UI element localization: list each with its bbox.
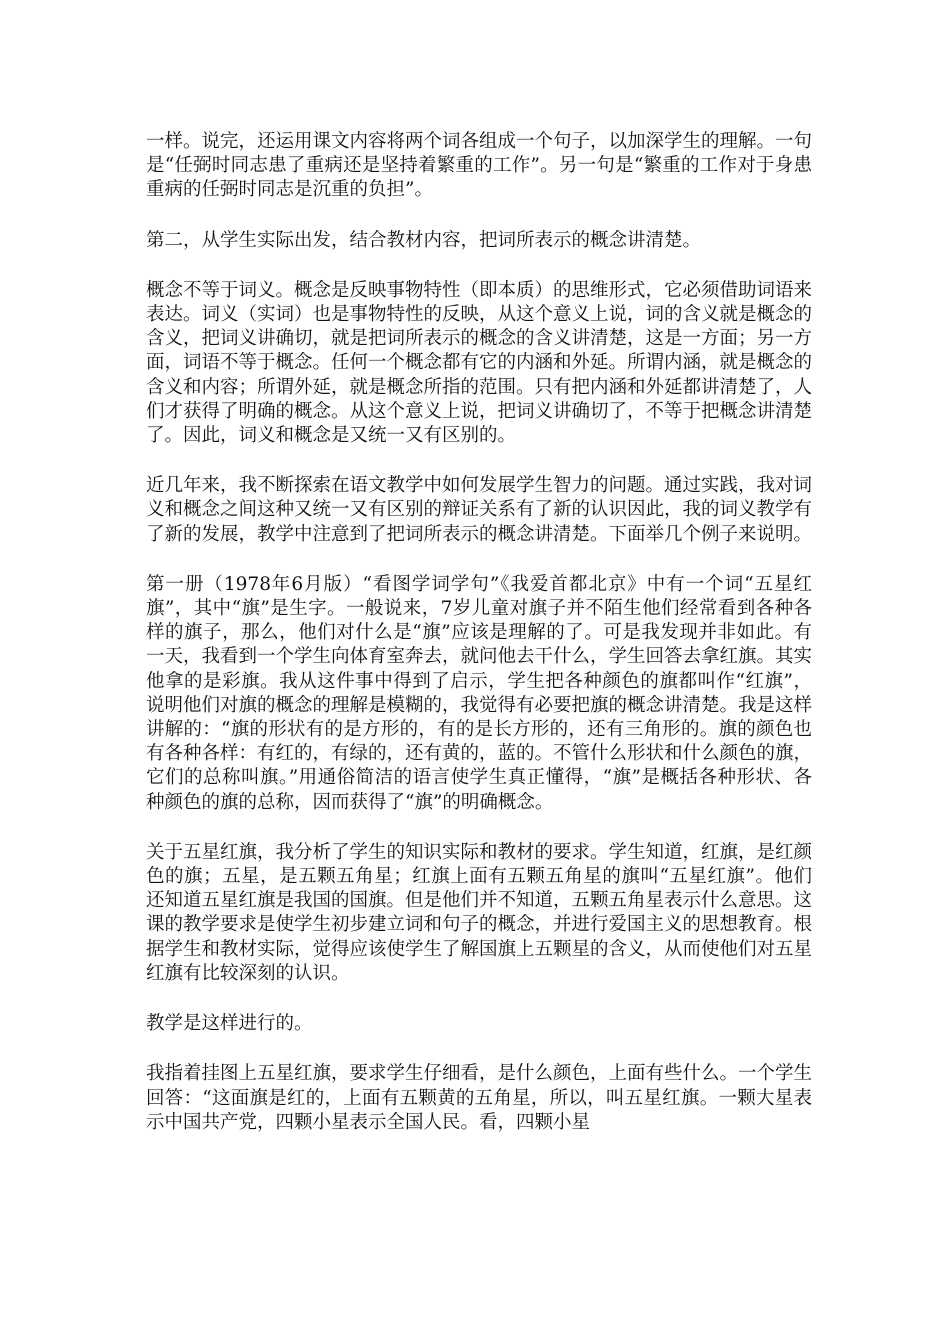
paragraph-5: 第一册（1978年6月版）“看图学词学句”《我爱首都北京》中有一个词“五星红旗”，其中“旗”是生字。一般说来，7岁儿童对旗子并不陌生他们经常看到各种各样的旗子，那么，他们对什么是“旗”应该是理解的了。可是我发现并非如此。有一天，我看到一个学生向体育室奔去，就问他去干什么，学生回答去拿红旗。其实他拿的是彩旗。我从这件事中得到了启示，学生把各种颜色的旗都叫作“红旗”，说明他们对旗的概念的理解是模糊的，我觉得有必要把旗的概念讲清楚。我是这样讲解的：“旗的形状有的是方形的，有的是长方形的，还有三角形的。旗的颜色也有各种各样：有红的，有绿的，还有黄的，蓝的。不管什么形状和什么颜色的旗，它们的总称叫旗。”用通俗简洁的语言使学生真正懂得，“旗”是概括各种形状、各种颜色的旗的总称，因而获得了“旗”的明确概念。	[146, 573, 813, 813]
document-page	[146, 130, 812, 1161]
paragraph-6: 关于五星红旗，我分析了学生的知识实际和教材的要求。学生知道，红旗，是红颜色的旗；五星，是五颗五角星；红旗上面有五颗五角星的旗叫“五星红旗”。他们还知道五星红旗是我国的国旗。但是他们并不知道，五颗五角星表示什么意思。这课的教学要求是使学生初步建立词和句子的概念，并进行爱国主义的思想教育。根据学生和教材实际，觉得应该使学生了解国旗上五颗星的含义，从而使他们对五星红旗有比较深刻的认识。	[146, 841, 813, 984]
paragraph-3: 概念不等于词义。概念是反映事物特性（即本质）的思维形式，它必须借助词语来表达。词义（实词）也是事物特性的反映，从这个意义上说，词的含义就是概念的含义，把词义讲确切，就是把词所表示的概念的含义讲清楚，这是一方面；另一方面，词语不等于概念。任何一个概念都有它的内涵和外延。所谓内涵，就是概念的含义和内容；所谓外延，就是概念所指的范围。只有把内涵和外延都讲清楚了，人们才获得了明确的概念。从这个意义上说，把词义讲确切了，不等于把概念讲清楚了。因此，词义和概念是又统一又有区别的。	[146, 279, 813, 447]
paragraph-7: 教学是这样进行的。	[146, 1013, 313, 1035]
paragraph-8: 我指着挂图上五星红旗，要求学生仔细看，是什么颜色，上面有些什么。一个学生回答：“这面旗是红的，上面有五颗黄的五角星，所以，叫五星红旗。一颗大星表示中国共产党，四颗小星表示全国人民。看，四颗小星	[146, 1063, 813, 1133]
paragraph-1: 一样。说完，还运用课文内容将两个词各组成一个句子，以加深学生的理解。一句是“任弼时同志患了重病还是坚持着繁重的工作”。另一句是“繁重的工作对于身患重病的任弼时同志是沉重的负担”。	[146, 131, 813, 201]
paragraph-2: 第二，从学生实际出发，结合教材内容，把词所表示的概念讲清楚。	[146, 229, 702, 251]
paragraph-4: 近几年来，我不断探索在语文教学中如何发展学生智力的问题。通过实践，我对词义和概念之间这种又统一又有区别的辩证关系有了新的认识因此，我的词义教学有了新的发展，教学中注意到了把词所表示的概念讲清楚。下面举几个例子来说明。	[146, 475, 813, 545]
